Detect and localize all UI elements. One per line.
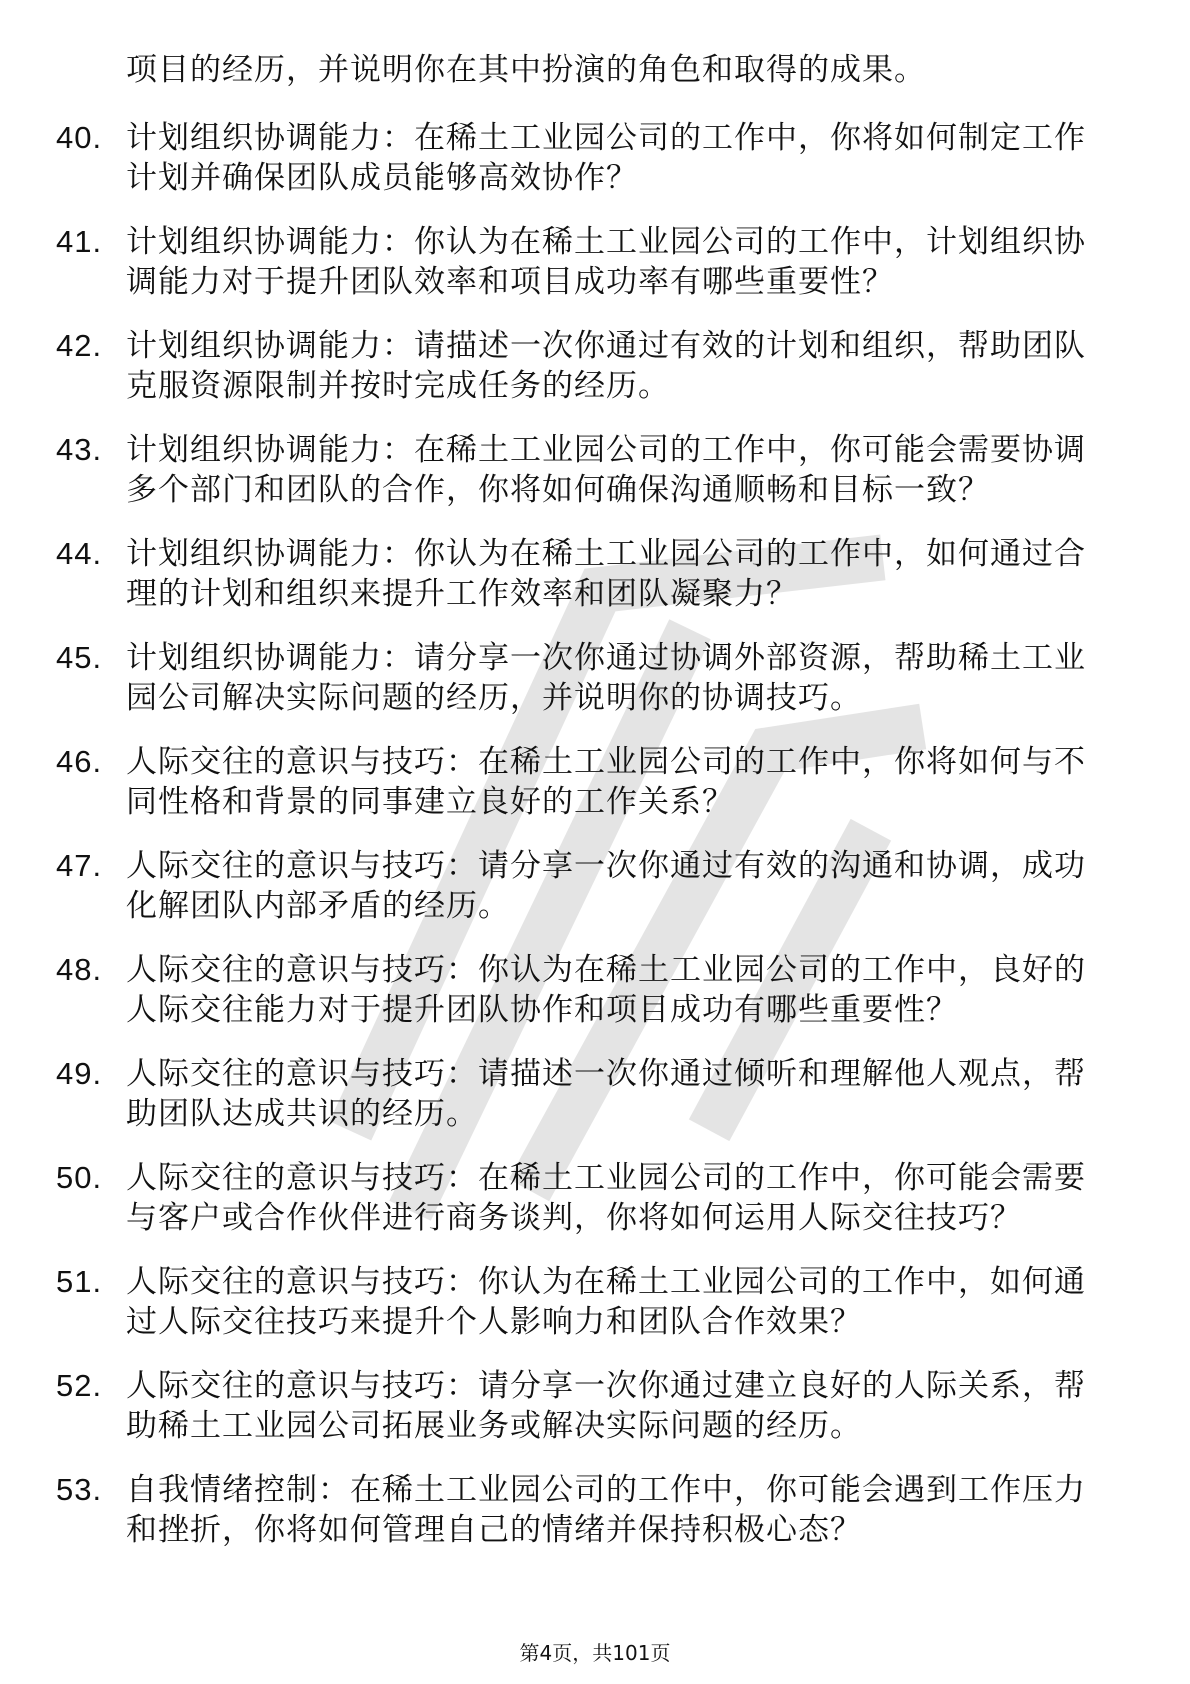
question-number: 40. — [56, 120, 103, 155]
question-text: 计划组织协调能力：请描述一次你通过有效的计划和组织，帮助团队克服资源限制并按时完成任务的经历。 — [126, 328, 1086, 404]
question-number: 48. — [56, 952, 103, 987]
question-text: 自我情绪控制：在稀土工业园公司的工作中，你可能会遇到工作压力和挫折，你将如何管理自己的情绪并保持积极心态？ — [126, 1472, 1086, 1548]
question-number: 52. — [56, 1368, 103, 1403]
question-text: 计划组织协调能力：你认为在稀土工业园公司的工作中，计划组织协调能力对于提升团队效率和项目成功率有哪些重要性？ — [126, 224, 1086, 300]
question-number: 47. — [56, 848, 103, 883]
question-text: 人际交往的意识与技巧：请分享一次你通过建立良好的人际关系，帮助稀土工业园公司拓展业务或解决实际问题的经历。 — [126, 1368, 1086, 1444]
question-text: 计划组织协调能力：你认为在稀土工业园公司的工作中，如何通过合理的计划和组织来提升工作效率和团队凝聚力？ — [126, 536, 1086, 612]
question-item — [0, 1470, 1116, 1550]
question-number: 44. — [56, 536, 103, 571]
question-number: 50. — [56, 1160, 103, 1195]
question-number: 53. — [56, 1472, 103, 1507]
question-item — [0, 1158, 1116, 1238]
question-number: 42. — [56, 328, 103, 363]
question-item — [0, 1054, 1116, 1134]
question-item — [0, 430, 1116, 510]
question-list — [0, 118, 1190, 1574]
question-item — [0, 118, 1116, 198]
question-text: 计划组织协调能力：在稀土工业园公司的工作中，你可能会需要协调多个部门和团队的合作，你将如何确保沟通顺畅和目标一致？ — [126, 432, 1086, 508]
question-number: 45. — [56, 640, 103, 675]
question-number: 51. — [56, 1264, 103, 1299]
page-footer: 第4页，共101页 — [519, 1641, 671, 1665]
question-item — [0, 638, 1116, 718]
question-text: 人际交往的意识与技巧：请分享一次你通过有效的沟通和协调，成功化解团队内部矛盾的经历。 — [126, 848, 1086, 924]
question-item — [0, 1366, 1116, 1446]
question-item — [0, 222, 1116, 302]
question-text: 人际交往的意识与技巧：你认为在稀土工业园公司的工作中，良好的人际交往能力对于提升团队协作和项目成功有哪些重要性？ — [126, 952, 1086, 1028]
question-item — [0, 742, 1116, 822]
question-text: 计划组织协调能力：请分享一次你通过协调外部资源，帮助稀土工业园公司解决实际问题的经历，并说明你的协调技巧。 — [126, 640, 1086, 716]
question-number: 46. — [56, 744, 103, 779]
question-item — [0, 846, 1116, 926]
question-item — [0, 534, 1116, 614]
question-number: 41. — [56, 224, 103, 259]
question-number: 43. — [56, 432, 103, 467]
question-item — [0, 950, 1116, 1030]
question-item — [0, 1262, 1116, 1342]
question-item — [0, 326, 1116, 406]
continuation-text: 项目的经历，并说明你在其中扮演的角色和取得的成果。 — [126, 52, 926, 88]
question-text: 人际交往的意识与技巧：在稀土工业园公司的工作中，你将如何与不同性格和背景的同事建立良好的工作关系？ — [126, 744, 1086, 820]
question-text: 计划组织协调能力：在稀土工业园公司的工作中，你将如何制定工作计划并确保团队成员能够高效协作？ — [126, 120, 1086, 196]
question-text: 人际交往的意识与技巧：在稀土工业园公司的工作中，你可能会需要与客户或合作伙伴进行商务谈判，你将如何运用人际交往技巧？ — [126, 1160, 1086, 1236]
question-text: 人际交往的意识与技巧：请描述一次你通过倾听和理解他人观点，帮助团队达成共识的经历。 — [126, 1056, 1086, 1132]
question-number: 49. — [56, 1056, 103, 1091]
question-text: 人际交往的意识与技巧：你认为在稀土工业园公司的工作中，如何通过人际交往技巧来提升个人影响力和团队合作效果？ — [126, 1264, 1086, 1340]
